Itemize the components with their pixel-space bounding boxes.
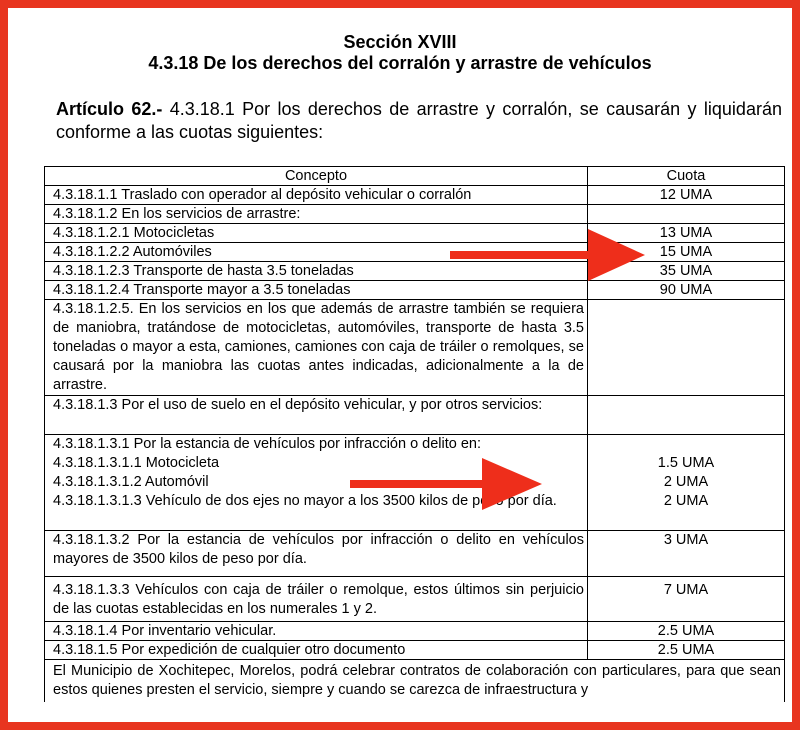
red-arrow-icon — [450, 229, 645, 281]
concept-cell: 4.3.18.1.4 Por inventario vehicular. — [45, 622, 588, 641]
concept-cell: 4.3.18.1.2.4 Transporte mayor a 3.5 toneladas — [45, 281, 588, 300]
article-label: Artículo 62.- — [56, 99, 163, 119]
fee-cell: 12 UMA — [588, 186, 785, 205]
note-cell: El Municipio de Xochitepec, Morelos, podrá celebrar contratos de colaboración con particulares, para que sean estos quienes presten el servicio, siempre y cuando se carezca de infraestructura y — [45, 660, 785, 703]
section-title: Sección XVIII — [343, 32, 457, 52]
table-row — [45, 396, 785, 435]
concept-cell: 4.3.18.1.2.5. En los servicios en los que además de arrastre también se requiera de maniobra, tratándose de motocicletas, automóviles, transporte de hasta 3.5 toneladas o mayor a esta, camiones, camiones con caja de tráiler o remolques, se causará por la maniobra las cuotas antes indicadas, adicionalmente a la de arrastre. — [45, 300, 588, 396]
header-concepto: Concepto — [45, 167, 588, 186]
concept-cell: 4.3.18.1.2 En los servicios de arrastre: — [45, 205, 588, 224]
header-cuota: Cuota — [588, 167, 785, 186]
fees-table — [44, 166, 785, 702]
concept-cell: 4.3.18.1.3.2 Por la estancia de vehículos por infracción o delito en vehículos mayores de 3500 kilos de peso por día. — [45, 531, 588, 577]
concept-cell: 4.3.18.1.3 Por el uso de suelo en el depósito vehicular, y por otros servicios: — [45, 396, 588, 435]
article-intro — [56, 98, 782, 144]
red-arrow-icon — [350, 458, 542, 510]
table-row — [45, 300, 785, 396]
concept-line: 4.3.18.1.3.1 Por la estancia de vehículos por infracción o delito en: — [53, 436, 482, 452]
table-row — [45, 262, 785, 281]
concept-cell: 4.3.18.1.2.2 Automóviles — [45, 243, 588, 262]
fee-cell — [588, 435, 785, 531]
fee-line: 2 UMA — [663, 493, 709, 509]
table-row — [45, 622, 785, 641]
table-row — [45, 281, 785, 300]
fee-cell: 35 UMA — [588, 262, 785, 281]
concept-cell: 4.3.18.1.3.3 Vehículos con caja de tráiler o remolque, estos últimos sin perjuicio de las cuotas establecidas en los numerales 1 y 2. — [45, 577, 588, 622]
table-row — [45, 660, 785, 703]
fee-cell — [588, 205, 785, 224]
concept-cell: 4.3.18.1.2.3 Transporte de hasta 3.5 toneladas — [45, 262, 588, 281]
fee-cell — [588, 396, 785, 435]
table-row — [45, 531, 785, 577]
fee-line: 1.5 UMA — [657, 455, 715, 471]
section-subtitle: 4.3.18 De los derechos del corralón y arrastre de vehículos — [148, 53, 652, 73]
table-row — [45, 641, 785, 660]
table-row — [45, 224, 785, 243]
table-row — [45, 577, 785, 622]
article-text: 4.3.18.1 Por los derechos de arrastre y corralón, se causarán y liquidarán conforme a las cuotas siguientes: — [56, 99, 782, 142]
fee-cell — [588, 300, 785, 396]
concept-line: 4.3.18.1.3.1.1 Motocicleta — [53, 455, 220, 471]
fee-cell: 13 UMA — [588, 224, 785, 243]
concept-line: 4.3.18.1.3.1.2 Automóvil — [53, 474, 209, 490]
fee-cell: 15 UMA — [588, 243, 785, 262]
fee-cell: 2.5 UMA — [588, 622, 785, 641]
concept-cell: 4.3.18.1.2.1 Motocicletas — [45, 224, 588, 243]
table-row — [45, 186, 785, 205]
fee-cell: 7 UMA — [588, 577, 785, 622]
fee-cell: 2.5 UMA — [588, 641, 785, 660]
fee-cell: 3 UMA — [588, 531, 785, 577]
table-header-row — [45, 167, 785, 186]
table-row — [45, 205, 785, 224]
table-row — [45, 243, 785, 262]
concept-cell: 4.3.18.1.5 Por expedición de cualquier otro documento — [45, 641, 588, 660]
fee-cell: 90 UMA — [588, 281, 785, 300]
concept-line: 4.3.18.1.3.1.3 Vehículo de dos ejes no mayor a los 3500 kilos de peso por día. — [53, 493, 557, 509]
fee-line: 2 UMA — [663, 474, 709, 490]
concept-cell: 4.3.18.1.1 Traslado con operador al depósito vehicular o corralón — [45, 186, 588, 205]
